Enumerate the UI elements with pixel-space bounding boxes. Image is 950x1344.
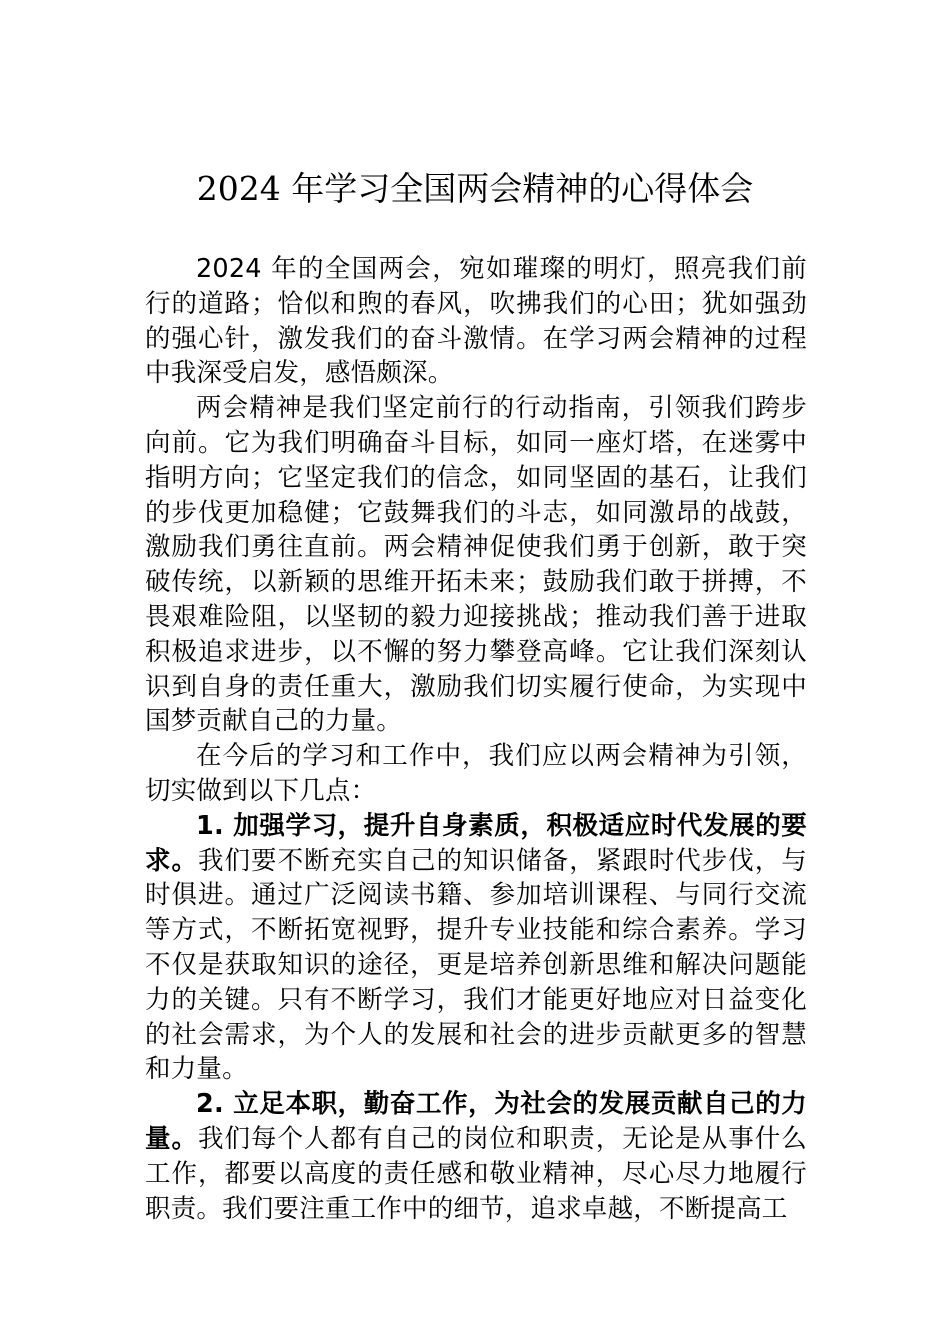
paragraph-text: 2024 年的全国两会，宛如璀璨的明灯，照亮我们前行的道路；恰似和煦的春风，吹拂我们的心田；犹如强劲的强心针，激发我们的奋斗激情。在学习两会精神的过程中我深受启发，感悟颇深。 [145, 254, 807, 389]
document-title: 2024 年学习全国两会精神的心得体会 [196, 169, 754, 208]
paragraph-guidance [145, 391, 807, 739]
document-body [145, 252, 807, 1226]
paragraph-text: 我们每个人都有自己的岗位和职责，无论是从事什么工作，都要以高度的责任感和敬业精神，尽心尽力地履行职责。我们要注重工作中的细节，追求卓越，不断提高工 [145, 1123, 807, 1224]
paragraph-text: 两会精神是我们坚定前行的行动指南，引领我们跨步向前。它为我们明确奋斗目标，如同一座灯塔，在迷雾中指明方向；它坚定我们的信念，如同坚固的基石，让我们的步伐更加稳健；它鼓舞我们的斗志，如同激昂的战鼓，激励我们勇往直前。两会精神促使我们勇于创新，敢于突破传统，以新颖的思维开拓未来；鼓励我们敢于拼搏，不畏艰难险阻，以坚韧的毅力迎接挑战；推动我们善于进取积极追求进步，以不懈的努力攀登高峰。它让我们深刻认识到自身的责任重大，激励我们切实履行使命，为实现中国梦贡献自己的力量。 [145, 393, 807, 737]
paragraph-transition [145, 739, 807, 809]
paragraph-text: 在今后的学习和工作中，我们应以两会精神为引领，切实做到以下几点： [145, 741, 807, 806]
paragraph-text: 我们要不断充实自己的知识储备，紧跟时代步伐，与时俱进。通过广泛阅读书籍、参加培训课程、与同行交流等方式，不断拓宽视野，提升专业技能和综合素养。学习不仅是获取知识的途径，更是培养创新思维和解决问题能力的关键。只有不断学习，我们才能更好地应对日益变化的社会需求，为个人的发展和社会的进步贡献更多的智慧和力量。 [145, 845, 807, 1085]
paragraph-intro [145, 252, 807, 391]
point-1-heading: 1. 加强学习，提升自身素质，积极适应时代发展的要求。 [145, 810, 807, 876]
paragraph-point-2 [145, 1087, 807, 1226]
paragraph-point-1 [145, 809, 807, 1087]
point-2-heading: 2. 立足本职，勤奋工作，为社会的发展贡献自己的力量。 [145, 1089, 807, 1154]
